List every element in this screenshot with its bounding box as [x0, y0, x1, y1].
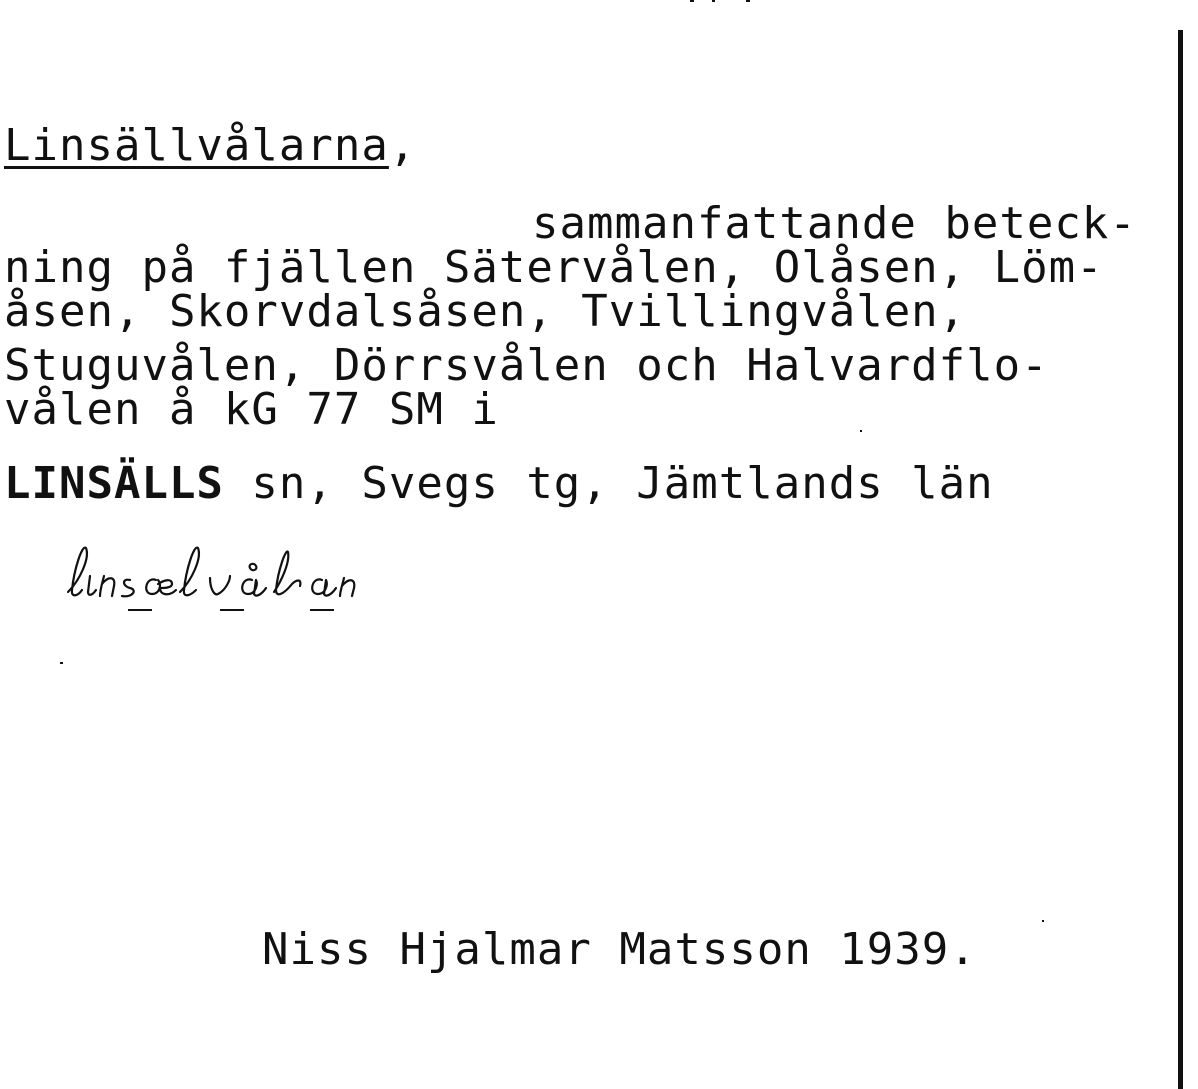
body-line-1: sammanfattande beteck- — [532, 198, 1137, 249]
parish-name: LINSÄLLS — [4, 458, 224, 509]
body-line-3: åsen, Skorvdalsåsen, Tvillingvålen, — [4, 286, 967, 337]
handwritten-pronunciation-drawing — [60, 540, 480, 620]
title-punctuation: , — [388, 120, 417, 171]
body-line-5: vålen å kG 77 SM i — [4, 384, 499, 435]
card-title: Linsällvålarna — [4, 120, 389, 171]
handwritten-pronunciation — [60, 540, 480, 620]
body-line-4: Stuguvålen, Dörrsvålen och Halvardflo- — [4, 340, 1049, 391]
signature-line: Niss Hjalmar Matsson 1939. — [262, 924, 977, 975]
title-line — [4, 120, 417, 171]
card-edge-line — [1178, 30, 1183, 1089]
parish-line — [4, 458, 994, 509]
body-line-2: ning på fjällen Sätervålen, Olåsen, Löm- — [4, 242, 1104, 293]
parish-details: sn, Svegs tg, Jämtlands län — [223, 458, 994, 509]
